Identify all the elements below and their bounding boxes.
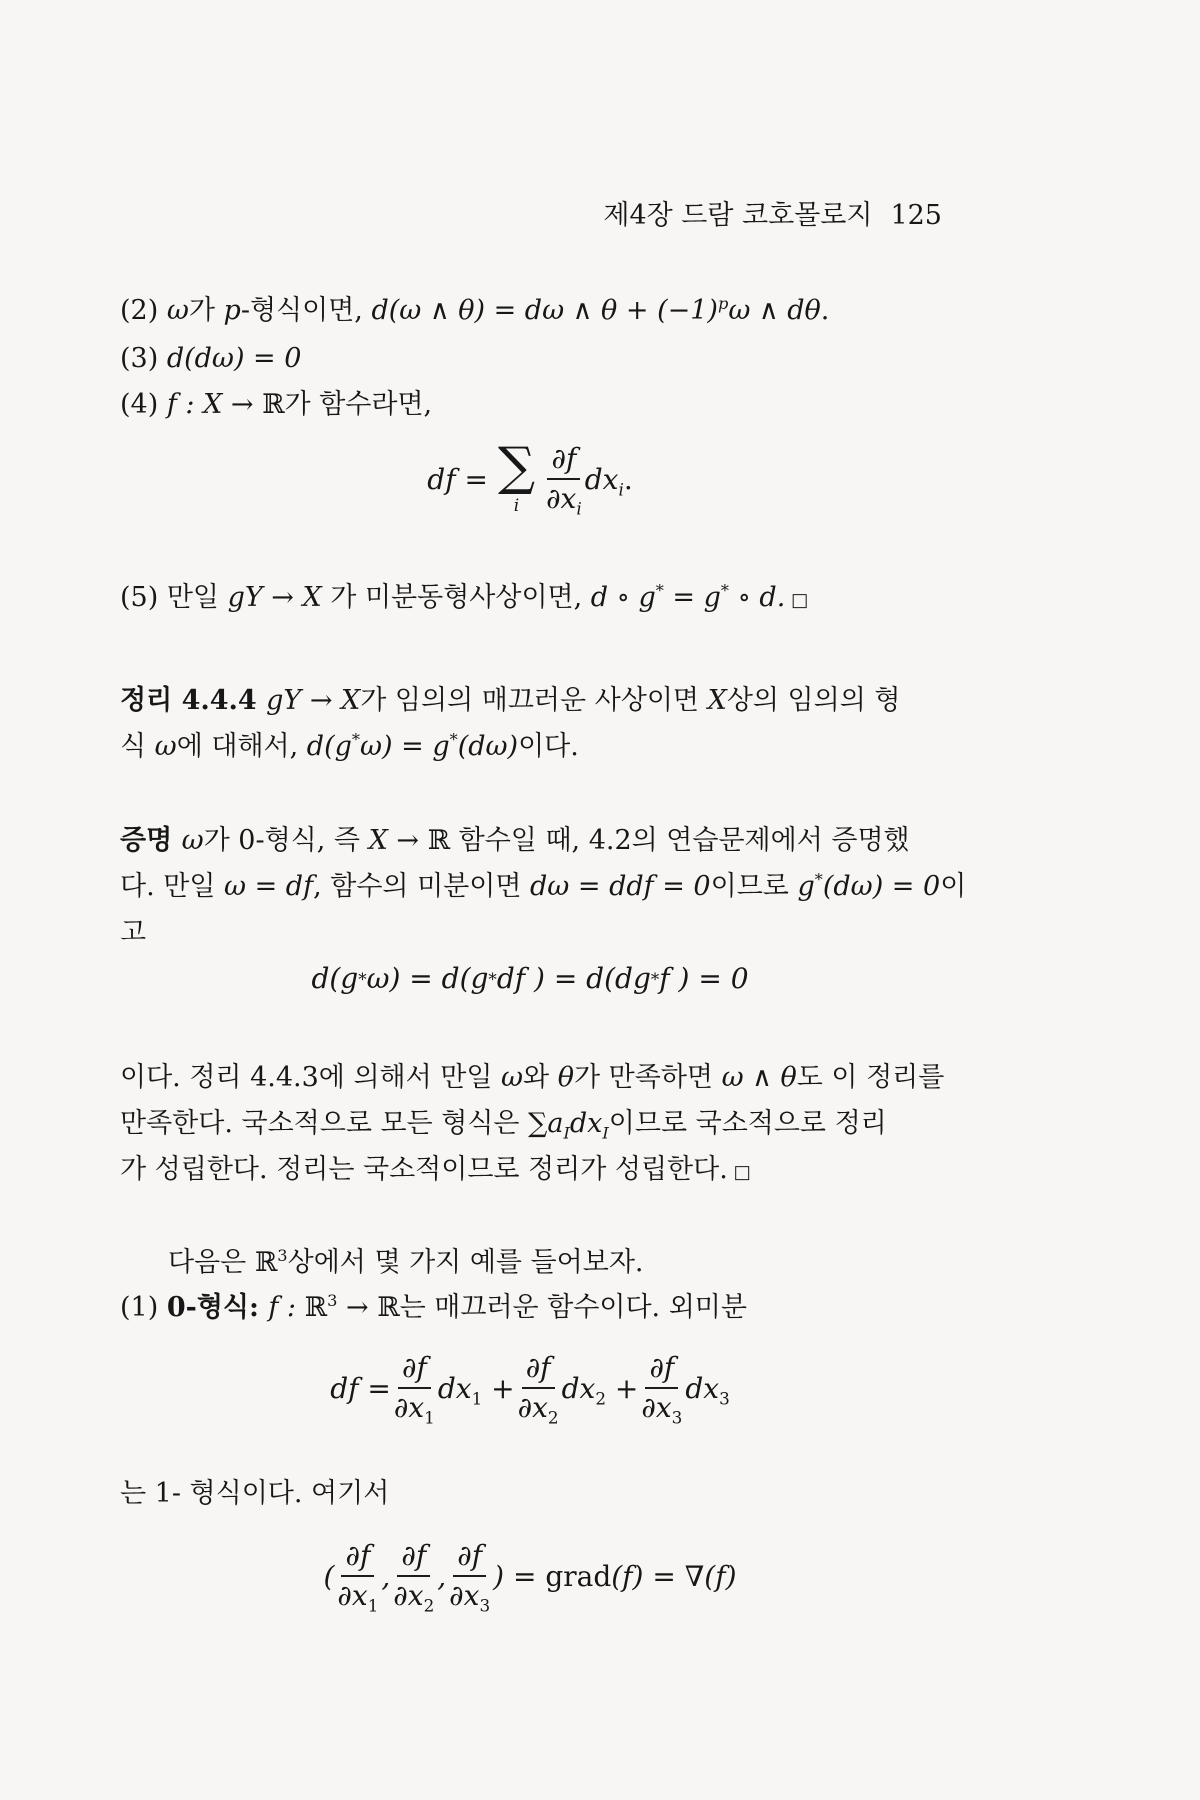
equation-df-sum <box>120 437 940 519</box>
fraction <box>449 1539 491 1616</box>
text-run: 2 <box>547 1407 559 1428</box>
text-run: (dω) = 0 <box>822 871 941 902</box>
text-run: ( <box>323 1559 335 1593</box>
text-run: d(g <box>311 962 359 995</box>
text-run: ∂f <box>525 1351 551 1384</box>
text-run: ω = df <box>224 871 314 902</box>
text-run: ℝ <box>254 1247 278 1278</box>
text-run: ω <box>181 825 204 856</box>
text-run: 정리 4.4.4 <box>120 685 267 716</box>
text-run: 2 <box>595 1388 607 1409</box>
text-run: ∂f <box>649 1351 675 1384</box>
text-run: a <box>547 1108 564 1139</box>
fraction <box>393 1351 435 1428</box>
eq-lhs <box>330 1372 391 1405</box>
text-run: I <box>602 1123 609 1143</box>
fraction <box>337 1539 379 1616</box>
theorem-paragraph <box>120 678 950 770</box>
text-run: 가 미분동형사상이면, <box>321 582 591 613</box>
oneform-line <box>120 1474 950 1514</box>
text-run: 3 <box>479 1595 491 1616</box>
proof-line-3 <box>120 910 950 956</box>
text-run: ∂x <box>393 1391 425 1425</box>
text-run: , <box>381 1559 391 1593</box>
text-run: gY → X <box>266 685 361 716</box>
equation-df-expanded <box>120 1351 940 1428</box>
text-run: * <box>655 581 664 600</box>
text-run: (3) <box>120 343 167 374</box>
fraction <box>517 1351 559 1428</box>
text-run: p <box>717 294 729 313</box>
text-run: ∂f <box>457 1539 483 1572</box>
text-run: 이 <box>940 871 967 902</box>
text-run: d(ω ∧ θ) = dω ∧ θ + (−1) <box>371 295 718 326</box>
text-run: d(g <box>306 731 352 762</box>
text-run: X → <box>368 825 428 856</box>
text-run: 함수일 때, 4.2의 연습문제에서 증명했 <box>450 825 910 856</box>
text-run: dx <box>569 1108 603 1139</box>
text-run: 상의 임의의 형 <box>726 685 901 716</box>
text-run: 가 0-형식, 즉 <box>203 825 369 856</box>
proof-line-2 <box>120 864 967 910</box>
text-run: d(dω) = 0 <box>166 343 302 374</box>
text-run: 이다. <box>518 731 579 762</box>
text-run: * <box>449 730 458 749</box>
text-run: grad <box>545 1559 612 1593</box>
equation-gradient <box>120 1539 940 1616</box>
text-run: ∂f <box>551 442 577 475</box>
text-run: ω <box>501 1062 524 1093</box>
text-run: ω ∧ dθ <box>728 295 821 326</box>
text-run: 가 임의의 매끄러운 사상이면 <box>360 685 708 716</box>
list-item-4 <box>120 385 950 425</box>
text-run: (4) <box>120 389 167 420</box>
text-run: ℝ <box>304 1292 328 1323</box>
text-run: (dω) <box>457 731 519 762</box>
list-item-3 <box>120 339 950 379</box>
text-run: 다음은 <box>168 1247 255 1278</box>
text-run: 상에서 몇 가지 예를 들어보자. <box>287 1247 644 1278</box>
text-run: f : <box>268 1292 305 1323</box>
text-run: ∂f <box>401 1351 427 1384</box>
text-run: 에 대해서, <box>176 731 307 762</box>
text-run: ) = <box>493 1559 546 1593</box>
text-run: ∂x <box>393 1579 424 1613</box>
text-run: . <box>623 462 633 496</box>
page-number: 125 <box>890 200 942 231</box>
eq-comma <box>381 1560 390 1593</box>
text-run: 다. 만일 <box>120 871 224 902</box>
text-run: dω = ddf = 0 <box>530 871 711 902</box>
summation-symbol: ∑ i <box>497 437 536 516</box>
text-run: 이므로 <box>710 871 798 902</box>
text-run: d ∘ g <box>590 582 656 613</box>
text-run: p <box>223 295 241 326</box>
text-run: 이므로 국소적으로 정리 <box>608 1108 887 1139</box>
text-run: 증명 <box>120 825 182 856</box>
text-run: dx <box>685 1371 720 1405</box>
running-head <box>120 193 942 232</box>
examples-intro <box>120 1243 998 1283</box>
eq-tail <box>584 462 633 500</box>
text-run: ∂x <box>449 1579 480 1613</box>
text-run: ω) = d(g <box>366 962 489 995</box>
text-run: + <box>606 1371 639 1405</box>
text-run: ω <box>166 295 189 326</box>
eq-term <box>437 1371 515 1409</box>
text-run: ℝ <box>262 389 285 420</box>
fraction <box>393 1539 435 1616</box>
text-run: * <box>720 581 730 600</box>
text-run: dx <box>561 1371 596 1405</box>
text-run: (1) <box>120 1292 167 1323</box>
text-run: dx <box>437 1371 472 1405</box>
text-run: f : X → <box>166 389 263 420</box>
text-run: ∂x <box>641 1391 672 1425</box>
text-run: , <box>437 1559 447 1593</box>
text-run: 만족한다. 국소적으로 모든 형식은 <box>120 1108 529 1139</box>
text-run: 0-형식: <box>166 1292 269 1323</box>
chapter-title: 제4장 드람 코호몰로지 <box>603 200 873 231</box>
text-run: df = <box>427 462 488 496</box>
text-run: df = <box>330 1371 391 1405</box>
text-run: -형식이면, <box>240 295 372 326</box>
eq-lhs <box>427 463 488 496</box>
proof-line-1 <box>120 818 950 864</box>
eq-open-paren <box>323 1560 334 1593</box>
text-run: 2 <box>423 1595 435 1616</box>
text-run: 는 매끄러운 함수이다. 외미분 <box>399 1292 747 1323</box>
text-run: θ <box>557 1062 574 1093</box>
text-run: ℝ <box>427 825 451 856</box>
text-run: . <box>820 295 830 326</box>
text-run: ω ∧ θ <box>721 1062 797 1093</box>
text-run: , 함수의 미분이면 <box>313 871 530 902</box>
eq-comma <box>437 1560 446 1593</box>
text-run: → <box>337 1292 378 1323</box>
text-run: ∑ <box>528 1108 548 1139</box>
text-run: ∂x <box>337 1579 368 1613</box>
text-run: 1 <box>424 1407 435 1428</box>
text-run: X <box>707 685 727 716</box>
text-run: 도 이 정리를 <box>796 1062 945 1093</box>
text-run: 3 <box>671 1407 683 1428</box>
text-run: □ <box>785 590 809 611</box>
text-run: i <box>576 498 582 519</box>
list-item-2 <box>120 291 950 331</box>
text-run: □ <box>727 1162 751 1183</box>
text-run: ∂f <box>345 1539 371 1572</box>
text-run: f ) = 0 <box>659 962 749 995</box>
text-run: I <box>563 1123 570 1143</box>
text-run: 가 <box>188 295 224 326</box>
text-run: 가 함수라면, <box>284 389 433 420</box>
text-run: 가 만족하면 <box>573 1062 722 1093</box>
fraction <box>641 1351 683 1428</box>
text-run: 는 1- 형식이다. 여기서 <box>120 1478 390 1509</box>
text-run: 가 성립한다. 정리는 국소적이므로 정리가 성립한다. <box>120 1154 728 1185</box>
fraction <box>546 442 582 519</box>
text-run: 와 <box>523 1062 558 1093</box>
text-run: ∂x <box>546 482 577 516</box>
eq-term <box>561 1371 639 1409</box>
text-run: (f) = <box>611 1559 685 1593</box>
text-run: 3 <box>277 1246 288 1265</box>
text-run: * <box>351 730 360 749</box>
proof-paragraph <box>120 818 967 956</box>
text-run: 식 <box>120 731 155 762</box>
text-run: 3 <box>719 1388 730 1409</box>
text-run: dx <box>584 462 619 496</box>
text-run: 고 <box>120 917 147 948</box>
eq-term <box>685 1371 730 1409</box>
text-run: 이다. 정리 4.4.3에 의해서 만일 <box>120 1062 502 1093</box>
para2-line-1 <box>120 1055 950 1101</box>
theorem-line-2 <box>120 724 950 770</box>
text-run: i <box>618 479 624 500</box>
text-run: * <box>814 870 823 889</box>
text-run: = g <box>663 582 721 613</box>
example-item-1 <box>120 1288 950 1328</box>
text-run: ∂x <box>517 1391 548 1425</box>
continuation-paragraph <box>120 1055 950 1196</box>
text-run: (5) 만일 <box>120 582 228 613</box>
text-run: (2) <box>120 295 167 326</box>
theorem-line-1 <box>120 678 950 724</box>
text-run: gY → X <box>227 582 322 613</box>
text-run: 1 <box>367 1595 379 1616</box>
text-run: ω) = g <box>359 731 450 762</box>
list-item-5 <box>120 578 950 621</box>
eq-tail <box>493 1560 736 1593</box>
text-run: ∂f <box>401 1539 427 1572</box>
text-run: df ) = d(dg <box>496 962 651 995</box>
text-run: 3 <box>327 1291 338 1310</box>
text-run: ∇ <box>684 1559 705 1593</box>
para2-line-3 <box>120 1147 950 1196</box>
equation-pullback: d(g * ω) = d(g * df ) = d(dg * f ) = 0 <box>311 962 749 995</box>
text-run: 1 <box>471 1388 483 1409</box>
text-run: + <box>482 1371 515 1405</box>
para2-line-2 <box>120 1101 950 1147</box>
text-run: ω <box>154 731 177 762</box>
text-run: ℝ <box>377 1292 400 1323</box>
text-run: g <box>797 871 815 902</box>
text-run: (f) <box>704 1559 737 1593</box>
text-run: ∘ d. <box>729 582 786 613</box>
